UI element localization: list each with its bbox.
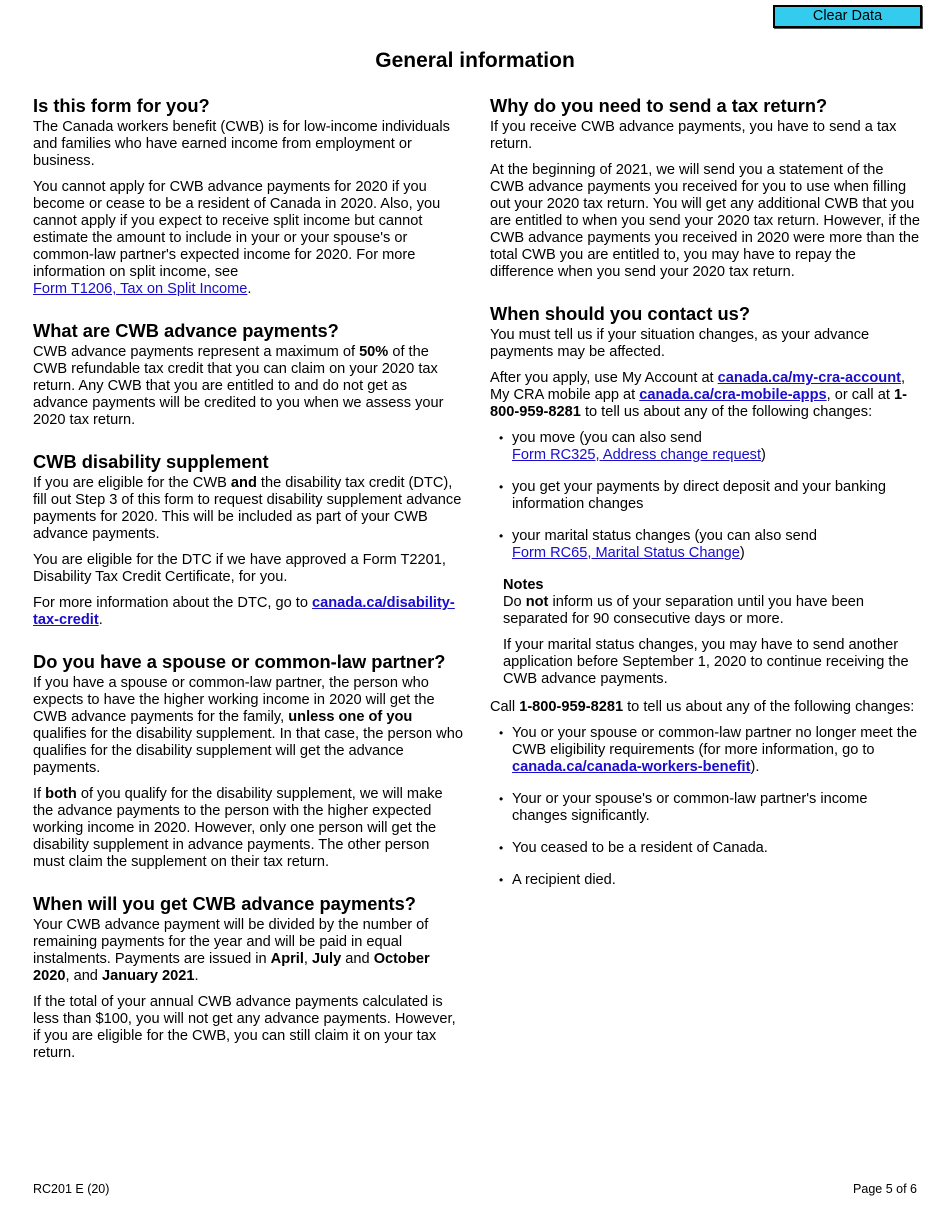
paragraph: If both of you qualify for the disability supplement, we will make the advance payments to the person with the higher expected working income in 2020. However, only one person will get the disability supplement in advance payments. The other person must claim the supplement on their tax return. <box>33 786 443 870</box>
section-when-payments <box>33 893 463 1062</box>
call-changes-list <box>490 725 920 889</box>
list-item: • Your or your spouse's or common-law partner's income changes significantly. <box>490 791 920 825</box>
cra-mobile-apps-link[interactable]: canada.ca/cra-mobile-apps <box>639 387 827 403</box>
list-item: • your marital status changes (you can also send Form RC65, Marital Status Change) <box>490 528 920 562</box>
section-what-are-advance-payments <box>33 320 463 429</box>
form-rc65-link[interactable]: Form RC65, Marital Status Change <box>512 545 740 561</box>
section-heading: What are CWB advance payments? <box>33 320 339 341</box>
paragraph: If you have a spouse or common-law partner, the person who expects to have the higher working income in 2020 will get the CWB advance payments for the family, unless one of you qualifies for the disability supplement. In that case, the person who qualifies for the disability supplement will get the advance payments. <box>33 675 463 776</box>
list-item: • A recipient died. <box>490 872 920 889</box>
paragraph: You cannot apply for CWB advance payments for 2020 if you become or cease to be a resident of Canada in 2020. Also, you cannot apply if you expect to receive split income but cannot estimate the amount to include in your or your spouse's or common-law partner's expected income for 2020. For more information on split income, see Form T1206, Tax on Split Income. <box>33 179 441 297</box>
page-number: Page 5 of 6 <box>853 1182 917 1196</box>
note: If your marital status changes, you may have to send another application before September 1, 2020 to continue receiving the CWB advance payments. <box>503 637 909 687</box>
notes-title: Notes <box>503 577 544 593</box>
paragraph: For more information about the DTC, go to canada.ca/disability-tax-credit. <box>33 595 455 628</box>
section-heading: CWB disability supplement <box>33 451 269 472</box>
section-heading: Do you have a spouse or common-law partner? <box>33 651 446 672</box>
paragraph: Your CWB advance payment will be divided by the number of remaining payments for the year and will be paid in equal instalments. Payments are issued in April, July and October 2020, and January 2021. <box>33 917 430 984</box>
note: Do not inform us of your separation until you have been separated for 90 consecutive days or more. <box>503 594 864 627</box>
section-contact-us <box>490 303 920 889</box>
form-id: RC201 E (20) <box>33 1182 110 1196</box>
clear-data-button[interactable]: Clear Data <box>773 5 922 28</box>
section-spouse-partner <box>33 651 463 871</box>
paragraph: At the beginning of 2021, we will send you a statement of the CWB advance payments you received for you to use when filling out your 2020 tax return. You will get any additional CWB that you are entitled to when you send your 2020 tax return. However, if the CWB advance payments you received in 2020 were more than the total CWB you are entitled to, you may have to repay the difference when you send your 2020 tax return. <box>490 162 920 280</box>
form-rc325-link[interactable]: Form RC325, Address change request <box>512 447 762 463</box>
paragraph: CWB advance payments represent a maximum of 50% of the CWB refundable tax credit that you can claim on your 2020 tax return. Any CWB that you are entitled to and do not get as advance payments will be credited to you when we assess your 2020 tax return. <box>33 344 444 428</box>
section-heading: Why do you need to send a tax return? <box>490 95 828 116</box>
page-title: General information <box>375 49 575 72</box>
right-column <box>490 95 920 911</box>
paragraph: If the total of your annual CWB advance payments calculated is less than $100, you will not get any advance payments. However, if you are eligible for the CWB, you can still claim it on your tax return. <box>33 994 456 1061</box>
notes-block <box>503 577 920 688</box>
list-item: • You ceased to be a resident of Canada. <box>490 840 920 857</box>
paragraph: If you are eligible for the CWB and the disability tax credit (DTC), fill out Step 3 of this form to request disability supplement advance payments for 2020. This will be included as part of your CWB advance payments. <box>33 475 462 542</box>
paragraph: You must tell us if your situation changes, as your advance payments may be affected. <box>490 327 870 360</box>
changes-list <box>490 430 920 562</box>
paragraph: Call 1-800-959-8281 to tell us about any of the following changes: <box>490 699 915 715</box>
section-heading: Is this form for you? <box>33 95 210 116</box>
list-item: • you move (you can also send Form RC325, Address change request) <box>490 430 920 464</box>
section-is-this-form-for-you <box>33 95 463 298</box>
section-disability-supplement <box>33 451 463 629</box>
list-item: • you get your payments by direct deposit and your banking information changes <box>490 479 920 513</box>
list-item: • You or your spouse or common-law partner no longer meet the CWB eligibility requirements (for more information, go to canada.ca/canada-workers-benefit). <box>490 725 920 776</box>
section-heading: When should you contact us? <box>490 303 750 324</box>
paragraph: After you apply, use My Account at canada.ca/my-cra-account, My CRA mobile app at canada.ca/cra-mobile-apps, or call at 1-800-959-8281 to tell us about any of the following changes: <box>490 370 907 420</box>
my-cra-account-link[interactable]: canada.ca/my-cra-account <box>717 370 901 386</box>
left-column <box>33 95 463 1084</box>
canada-workers-benefit-link[interactable]: canada.ca/canada-workers-benefit <box>512 759 751 775</box>
disability-tax-credit-link[interactable]: canada.ca/disability-tax-credit <box>33 595 455 628</box>
section-why-tax-return <box>490 95 920 281</box>
form-t1206-link[interactable]: Form T1206, Tax on Split Income <box>33 281 248 297</box>
paragraph: If you receive CWB advance payments, you have to send a tax return. <box>490 119 897 152</box>
section-heading: When will you get CWB advance payments? <box>33 893 416 914</box>
paragraph: You are eligible for the DTC if we have approved a Form T2201, Disability Tax Credit Certificate, for you. <box>33 552 446 585</box>
paragraph: The Canada workers benefit (CWB) is for low-income individuals and families who have earned income from employment or business. <box>33 119 450 169</box>
